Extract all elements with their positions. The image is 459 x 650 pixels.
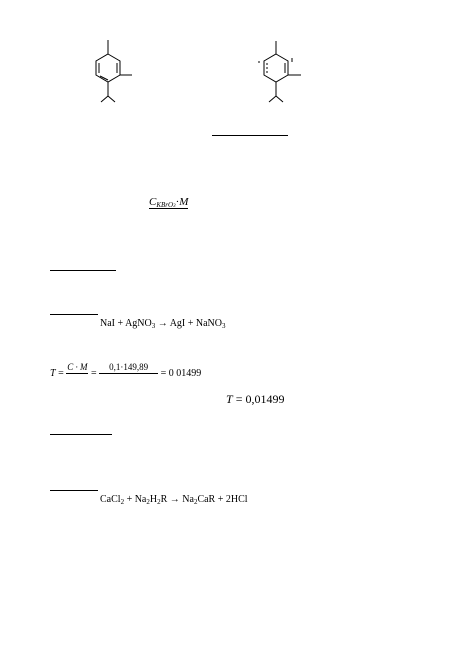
reaction-cacl2-t4: R bbox=[160, 494, 168, 505]
reaction-cacl2-t5: Na bbox=[182, 494, 194, 505]
titer-result-inline: 0 01499 bbox=[168, 367, 202, 379]
titer-denominator-2: 1000 bbox=[119, 374, 138, 384]
titer-eq3: = bbox=[160, 367, 167, 379]
reaction-cacl2-t1: CaCl bbox=[100, 494, 121, 505]
underline-rule-2 bbox=[50, 270, 116, 271]
titer-result-lhs: T bbox=[226, 392, 233, 406]
underline-rule-1 bbox=[212, 135, 288, 136]
reaction-cacl2-t2: + Na bbox=[124, 494, 147, 505]
titer-calculation bbox=[50, 362, 201, 385]
formula-m: M bbox=[179, 196, 189, 208]
reaction-nai-right: AgI + NaNO bbox=[169, 318, 222, 329]
underline-rule-4 bbox=[50, 434, 112, 435]
titer-eq1: = bbox=[58, 367, 64, 379]
formula-dot: · bbox=[175, 196, 180, 208]
titer-lhs: T bbox=[50, 367, 56, 379]
titer-fraction-2 bbox=[99, 362, 158, 385]
formula-sub: KBrO bbox=[156, 201, 174, 209]
titer-numerator-2: 0,1·149,89 bbox=[99, 362, 158, 374]
titer-numerator-1: C · M bbox=[67, 362, 88, 372]
reaction-cacl2-t3: H bbox=[149, 494, 158, 505]
reaction-arrow: → bbox=[157, 318, 168, 329]
reaction-cacl2-s1: 2 bbox=[120, 498, 125, 506]
reaction-cacl2-s2: 2 bbox=[146, 498, 150, 506]
reaction-nai-left: NaI + AgNO bbox=[100, 318, 152, 329]
reaction-nai-sub-b: 3 bbox=[222, 322, 226, 330]
left-molecule-structure bbox=[80, 36, 140, 112]
reaction-nai bbox=[100, 318, 226, 329]
reaction-cacl2-s3: 2 bbox=[157, 498, 161, 506]
underline-rule-5 bbox=[50, 490, 98, 491]
reaction-nai-sub-a: 3 bbox=[151, 322, 156, 330]
titer-denominator-1: 1000 bbox=[68, 374, 87, 384]
titer-eq2: = bbox=[90, 367, 97, 379]
titer-fraction-1 bbox=[66, 362, 88, 385]
formula-sub3: 3 bbox=[173, 204, 176, 209]
formula-ckbro3 bbox=[149, 196, 188, 209]
titer-result bbox=[226, 392, 284, 407]
formula-c: C bbox=[149, 196, 157, 208]
reaction-cacl2 bbox=[100, 494, 248, 505]
titer-result-eq: = bbox=[235, 392, 243, 406]
right-molecule-structure bbox=[246, 36, 308, 112]
reaction-cacl2-t6: CaR + 2HCl bbox=[197, 494, 248, 505]
reaction-cacl2-arrow: → bbox=[169, 494, 180, 505]
underline-rule-3 bbox=[50, 314, 98, 315]
reaction-cacl2-s5: 2 bbox=[193, 498, 198, 506]
titer-result-value: 0,01499 bbox=[245, 392, 285, 406]
